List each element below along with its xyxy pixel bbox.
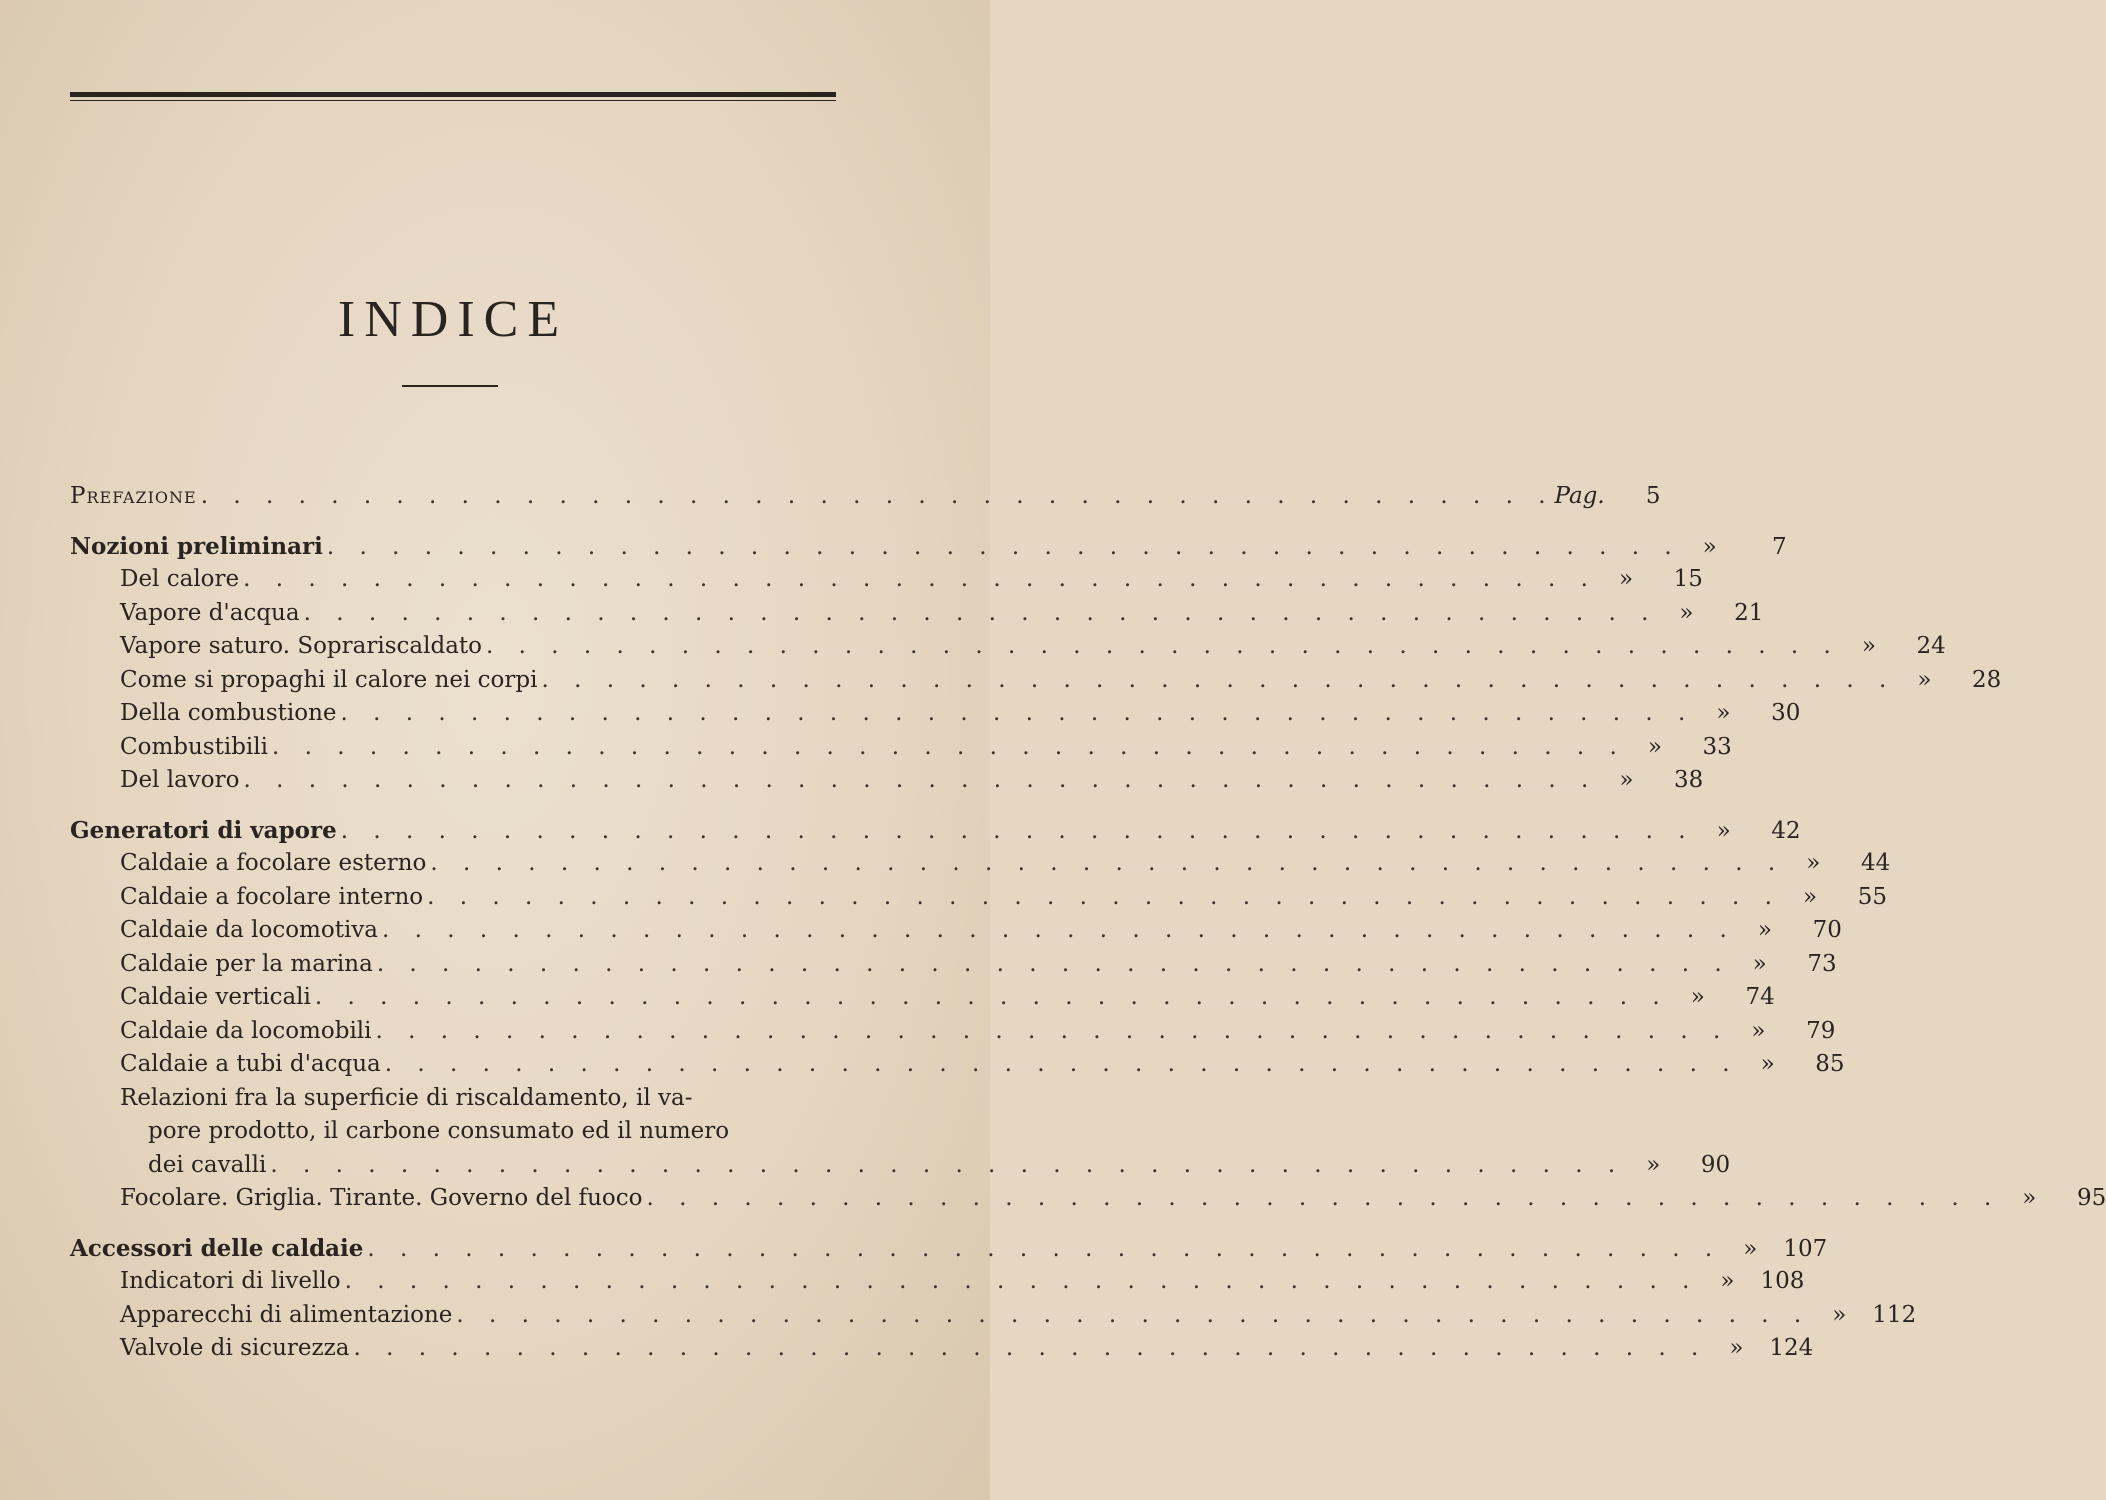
toc-entry: Valvole di sicurezza . . . . . . . . . . . . . . . . . . . . . . . . . . . . . . . . . . . . . . . . . . » 124 <box>120 1335 1814 1361</box>
toc-entry: Caldaie a tubi d'acqua . . . . . . . . . . . . . . . . . . . . . . . . . . . . . . . . . . . . . . . . . . » 85 <box>120 1051 1845 1077</box>
toc-entry-multiline: pore prodotto, il carbone consumato ed il numero <box>148 1118 730 1144</box>
toc-entry: Caldaie a focolare interno . . . . . . . . . . . . . . . . . . . . . . . . . . . . . . . . . . . . . . . . . . » 55 <box>120 883 1887 910</box>
toc-entry: Caldaie da locomotiva . . . . . . . . . . . . . . . . . . . . . . . . . . . . . . . . . . . . . . . . . . » 70 <box>120 917 1842 943</box>
toc-entry: Come si propaghi il calore nei corpi . . . . . . . . . . . . . . . . . . . . . . . . . . . . . . . . . . . . . . . . . . » 28 <box>120 666 2002 693</box>
toc-entry-section: Accessori delle caldaie . . . . . . . . . . . . . . . . . . . . . . . . . . . . . . . . . . . . . . . . . . » 107 <box>70 1234 1828 1262</box>
toc-entry: Della combustione . . . . . . . . . . . . . . . . . . . . . . . . . . . . . . . . . . . . . . . . . . » 30 <box>120 700 1801 726</box>
toc-entry: Del calore . . . . . . . . . . . . . . . . . . . . . . . . . . . . . . . . . . . . . . . . . . » 15 <box>120 566 1703 592</box>
toc-entry: Focolare. Griglia. Tirante. Governo del fuoco . . . . . . . . . . . . . . . . . . . . . . . . . . . . . . . . . . . . . . . . . . » 95 <box>120 1185 2106 1211</box>
title-rule <box>402 385 498 387</box>
toc-entry: Del lavoro . . . . . . . . . . . . . . . . . . . . . . . . . . . . . . . . . . . . . . . . . . » 38 <box>120 767 1704 793</box>
toc-entry-section: Nozioni preliminari . . . . . . . . . . . . . . . . . . . . . . . . . . . . . . . . . . . . . . . . . . » 7 <box>70 532 1787 560</box>
toc-entry: dei cavalli . . . . . . . . . . . . . . . . . . . . . . . . . . . . . . . . . . . . . . . . . . » 90 <box>148 1151 1731 1178</box>
toc-entry: Caldaie da locomobili . . . . . . . . . . . . . . . . . . . . . . . . . . . . . . . . . . . . . . . . . . » 79 <box>120 1017 1836 1044</box>
toc-entry: Caldaie per la marina . . . . . . . . . . . . . . . . . . . . . . . . . . . . . . . . . . . . . . . . . . » 73 <box>120 950 1837 977</box>
toc-entry-section: Generatori di vapore . . . . . . . . . . . . . . . . . . . . . . . . . . . . . . . . . . . . . . . . . . » 42 <box>70 816 1801 844</box>
toc-entry: Vapore saturo. Soprariscaldato . . . . . . . . . . . . . . . . . . . . . . . . . . . . . . . . . . . . . . . . . . » 24 <box>120 633 1946 659</box>
header-double-rule <box>70 92 836 101</box>
toc-entry: Combustibili . . . . . . . . . . . . . . . . . . . . . . . . . . . . . . . . . . . . . . . . . . » 33 <box>120 733 1732 760</box>
toc-entry: Vapore d'acqua . . . . . . . . . . . . . . . . . . . . . . . . . . . . . . . . . . . . . . . . . . » 21 <box>120 599 1764 626</box>
toc-entry: Caldaie a focolare esterno . . . . . . . . . . . . . . . . . . . . . . . . . . . . . . . . . . . . . . . . . . » 44 <box>120 850 1891 876</box>
page-title: INDICE <box>337 291 569 348</box>
toc-entry: Caldaie verticali . . . . . . . . . . . . . . . . . . . . . . . . . . . . . . . . . . . . . . . . . . » 74 <box>120 984 1775 1010</box>
toc-entry-prefazione: Prefazione . . . . . . . . . . . . . . . . . . . . . . . . . . . . . . . . . . . . . . . . . . Pag. 5 <box>70 483 1661 509</box>
toc-entry: Apparecchi di alimentazione . . . . . . . . . . . . . . . . . . . . . . . . . . . . . . . . . . . . . . . . . . » 112 <box>120 1301 1917 1328</box>
toc-entry: Indicatori di livello . . . . . . . . . . . . . . . . . . . . . . . . . . . . . . . . . . . . . . . . . . » 108 <box>120 1268 1805 1294</box>
table-of-contents <box>70 480 2106 1366</box>
toc-entry-multiline: Relazioni fra la superficie di riscaldamento, il va- <box>120 1084 693 1111</box>
